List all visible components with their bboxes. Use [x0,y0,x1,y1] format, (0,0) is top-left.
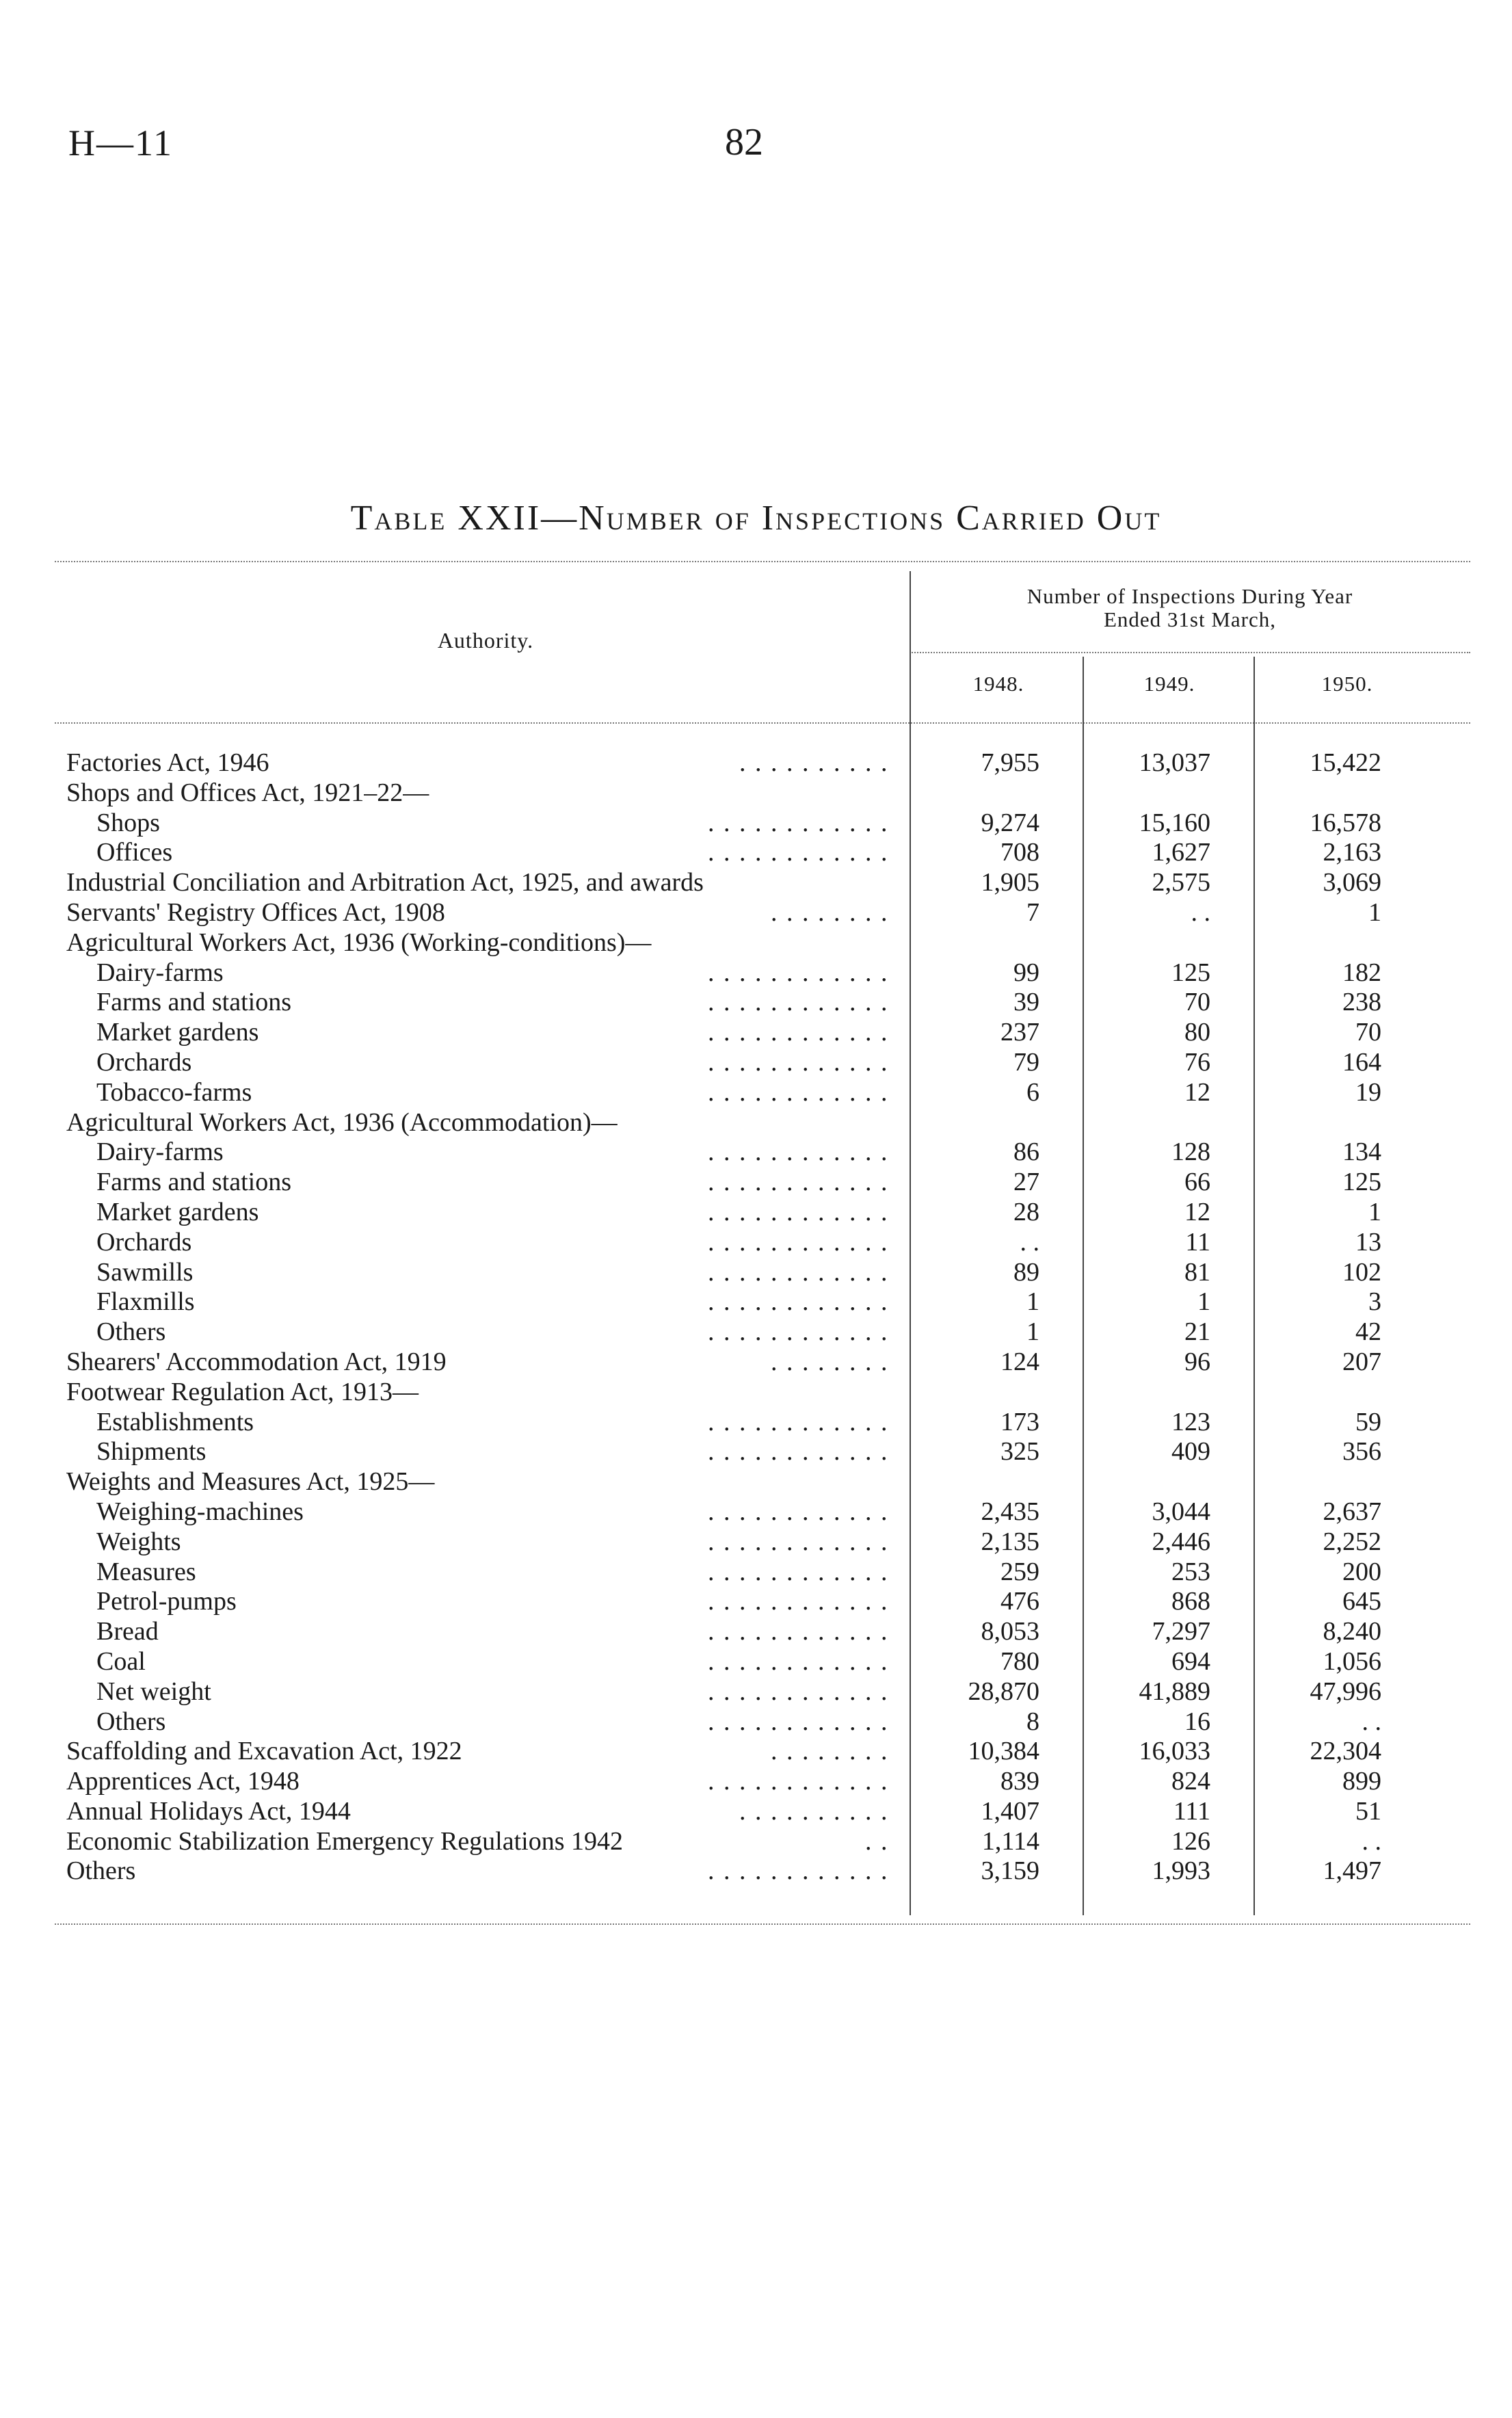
inspection-count-cell: 11 [1185,1227,1210,1257]
leader-dots: . . . . . . . . . . . . [708,1287,889,1317]
row-label: Shipments [96,1437,207,1467]
row-label: Apprentices Act, 1948 [66,1767,300,1796]
inspection-count-cell: 3,069 [1323,868,1381,897]
year-column-header: 1950. [1321,672,1373,696]
row-label: Industrial Conciliation and Arbitration Act, 1925, and awards [66,868,704,897]
row-label: Establishments [96,1407,254,1436]
leader-dots: . . . . . . . . . . . . [708,1557,889,1586]
inspection-count-cell: 47,996 [1310,1677,1381,1706]
inspection-count-cell: 868 [1171,1587,1210,1616]
table-row [0,868,1512,898]
inspection-count-cell: 1,497 [1323,1856,1381,1886]
inspection-count-cell: 173 [1000,1407,1039,1436]
leader-dots: . . . . . . . . . . [739,1796,889,1826]
row-label: Offices [96,838,173,867]
row-label: Shops and Offices Act, 1921–22— [66,778,429,807]
inspection-count-cell: 42 [1355,1317,1381,1347]
inspection-count-cell: 13 [1355,1227,1381,1257]
inspection-count-cell: 41,889 [1139,1677,1210,1706]
inspection-count-cell: 125 [1171,958,1210,987]
inspection-count-cell: 2,637 [1323,1497,1381,1526]
group-header-line: Number of Inspections During Year [1026,584,1353,608]
inspection-count-cell: 2,135 [981,1527,1039,1556]
row-label: Sawmills [96,1257,194,1287]
leader-dots: . . . . . . . . . . . . [708,1856,889,1886]
inspection-count-cell: 1,056 [1323,1646,1381,1676]
inspection-count-cell: 12 [1184,1077,1210,1107]
row-label: Footwear Regulation Act, 1913— [66,1377,419,1406]
inspection-count-cell: 356 [1342,1437,1381,1467]
leader-dots: . . . . . . . . . . . . [708,1018,889,1047]
row-label: Farms and stations [96,988,291,1017]
inspection-count-cell: 8,240 [1323,1617,1381,1646]
inspection-count-cell: . . [1362,1707,1381,1736]
leader-dots: . . . . . . . . . . . . [708,1197,889,1226]
row-label: Dairy-farms [96,1138,224,1167]
inspection-count-cell: 1 [1197,1287,1210,1317]
table-row [0,838,1512,868]
table-body [0,748,1512,1887]
row-label: Net weight [96,1677,211,1706]
leader-dots: . . . . . . . . . . [739,748,889,777]
inspection-count-cell: 99 [1013,958,1039,987]
row-label: Weights and Measures Act, 1925— [66,1467,435,1497]
leader-dots: . . . . . . . . . . . . [708,1317,889,1347]
leader-dots: . . . . . . . . . . . . [708,1527,889,1556]
row-label: Agricultural Workers Act, 1936 (Accommodation)— [66,1107,618,1137]
table-row [0,1677,1512,1707]
table-row [0,1048,1512,1078]
leader-dots: . . . . . . . . . . . . [708,1138,889,1167]
inspection-count-cell: 182 [1342,958,1381,987]
inspection-count-cell: 2,575 [1152,868,1210,897]
inspection-count-cell: 9,274 [981,808,1039,837]
inspection-count-cell: 51 [1355,1796,1381,1826]
page-reference: H—11 [68,122,173,163]
inspection-count-cell: 10,384 [968,1737,1039,1766]
table-row [0,1856,1512,1887]
row-label: Measures [96,1557,196,1586]
inspection-count-cell: 59 [1355,1407,1381,1436]
inspection-count-cell: 824 [1171,1767,1210,1796]
inspection-count-cell: 645 [1342,1587,1381,1616]
table-row [0,1797,1512,1827]
inspection-count-cell: 39 [1013,988,1039,1017]
inspection-count-cell: 476 [1000,1587,1039,1616]
inspection-count-cell: 28,870 [968,1677,1039,1706]
leader-dots: . . . . . . . . . . . . [708,988,889,1017]
inspection-count-cell: 12 [1184,1197,1210,1226]
inspection-count-cell: 81 [1184,1257,1210,1287]
row-label: Farms and stations [96,1168,291,1197]
table-row [0,1647,1512,1677]
inspection-count-cell: 207 [1342,1347,1381,1376]
table-row [0,1707,1512,1737]
row-label: Others [66,1856,136,1886]
table-row [0,1527,1512,1558]
leader-dots: . . . . . . . . . . . . [708,1047,889,1077]
leader-dots: . . [865,1826,889,1856]
inspection-count-cell: 70 [1184,988,1210,1017]
table-row [0,778,1512,809]
leader-dots: . . . . . . . . . . . . [708,1257,889,1287]
inspection-count-cell: 899 [1342,1767,1381,1796]
row-label: Servants' Registry Offices Act, 1908 [66,897,445,927]
inspection-count-cell: 259 [1000,1557,1039,1586]
leader-dots: . . . . . . . . [771,1347,889,1376]
row-label: Weighing-machines [96,1497,304,1526]
inspection-count-cell: 1 [1368,897,1381,927]
inspection-count-cell: 200 [1342,1557,1381,1586]
row-label: Shearers' Accommodation Act, 1919 [66,1347,447,1376]
inspection-count-cell: 66 [1184,1168,1210,1197]
table-row [0,1228,1512,1258]
table-row [0,1287,1512,1317]
inspection-count-cell: 28 [1013,1197,1039,1226]
inspection-count-cell: 8,053 [981,1617,1039,1646]
row-label: Orchards [96,1227,192,1257]
table-row [0,1018,1512,1048]
inspection-count-cell: 111 [1173,1796,1210,1826]
inspection-count-cell: 16,578 [1310,808,1381,837]
inspection-count-cell: 2,435 [981,1497,1039,1526]
table-row [0,1467,1512,1497]
row-label: Coal [96,1646,146,1676]
group-header-line: Ended 31st March, [1103,607,1277,631]
inspection-count-cell: 2,446 [1152,1527,1210,1556]
row-label: Dairy-farms [96,958,224,987]
table-row [0,1138,1512,1168]
table-row [0,928,1512,958]
inspection-count-cell: 164 [1342,1047,1381,1077]
inspection-count-cell: 839 [1000,1767,1039,1796]
table-row [0,1348,1512,1378]
table-row [0,1078,1512,1108]
leader-dots: . . . . . . . . . . . . [708,838,889,867]
inspection-count-cell: 694 [1171,1646,1210,1676]
table-row [0,1378,1512,1408]
inspection-count-cell: 1,627 [1152,838,1210,867]
group-heading-rule [910,652,1470,653]
table-row [0,1737,1512,1767]
inspection-count-cell: 22,304 [1310,1737,1381,1766]
row-label: Weights [96,1527,181,1556]
inspection-count-cell: 16 [1184,1707,1210,1736]
inspection-count-cell: 96 [1184,1347,1210,1376]
leader-dots: . . . . . . . . . . . . [708,808,889,837]
inspection-count-cell: 7 [1026,897,1039,927]
row-label: Annual Holidays Act, 1944 [66,1796,351,1826]
row-label: Others [96,1317,166,1347]
row-label: Others [96,1707,166,1736]
table-row [0,1437,1512,1467]
inspection-count-cell: 27 [1013,1168,1039,1197]
leader-dots: . . . . . . . . [771,897,889,927]
row-label: Shops [96,808,160,837]
inspection-count-cell: 15,422 [1310,748,1381,777]
inspection-count-cell: 409 [1171,1437,1210,1467]
inspection-count-cell: . . [1191,897,1210,927]
table-row [0,898,1512,928]
table-row [0,1408,1512,1438]
inspection-count-cell: 780 [1000,1646,1039,1676]
leader-dots: . . . . . . . . . . . . [708,1587,889,1616]
inspection-count-cell: 2,163 [1323,838,1381,867]
leader-dots: . . . . . . . . . . . . [708,1767,889,1796]
table-row [0,958,1512,988]
inspection-count-cell: 1,905 [981,868,1039,897]
leader-dots: . . . . . . . . . . . . [708,1227,889,1257]
inspection-count-cell: . . [1020,1227,1039,1257]
inspection-count-cell: 19 [1355,1077,1381,1107]
inspection-count-cell: 80 [1184,1018,1210,1047]
inspection-count-cell: 3 [1368,1287,1381,1317]
inspection-count-cell: 3,044 [1152,1497,1210,1526]
inspection-count-cell: 79 [1013,1047,1039,1077]
table-row [0,1558,1512,1588]
inspection-count-cell: 1 [1026,1317,1039,1347]
inspection-count-cell: 125 [1342,1168,1381,1197]
leader-dots: . . . . . . . . [771,1737,889,1766]
row-label: Petrol-pumps [96,1587,237,1616]
year-column-header: 1948. [972,672,1024,696]
inspection-count-cell: 1,993 [1152,1856,1210,1886]
inspection-count-cell: 86 [1013,1138,1039,1167]
table-row [0,1108,1512,1138]
inspection-count-cell: 89 [1013,1257,1039,1287]
leader-dots: . . . . . . . . . . . . [708,1707,889,1736]
row-label: Economic Stabilization Emergency Regulations 1942 [66,1826,624,1856]
inspection-count-cell: 8 [1026,1707,1039,1736]
row-label: Orchards [96,1047,192,1077]
table-row [0,1617,1512,1647]
inspection-count-cell: 134 [1342,1138,1381,1167]
inspection-count-cell: 123 [1171,1407,1210,1436]
table-row [0,1258,1512,1288]
row-label: Market gardens [96,1018,259,1047]
inspection-count-cell: 16,033 [1139,1737,1210,1766]
inspection-count-cell: 237 [1000,1018,1039,1047]
inspection-count-cell: 15,160 [1139,808,1210,837]
row-label: Tobacco-farms [96,1077,252,1107]
inspection-count-cell: 126 [1171,1826,1210,1856]
leader-dots: . . . . . . . . . . . . [708,1077,889,1107]
leader-dots: . . . . . . . . . . . . [708,1646,889,1676]
inspection-count-cell: 1,114 [981,1826,1039,1856]
table-row [0,1198,1512,1228]
table-row [0,809,1512,839]
leader-dots: . . . . . . . . . . . . [708,1407,889,1436]
inspection-count-cell: 70 [1355,1018,1381,1047]
page-number: 82 [725,121,763,163]
row-label: Market gardens [96,1197,259,1226]
authority-column-header: Authority. [437,628,534,653]
row-label: Flaxmills [96,1287,195,1317]
row-label: Agricultural Workers Act, 1936 (Working-conditions)— [66,928,652,957]
inspection-count-cell: 128 [1171,1138,1210,1167]
year-column-header: 1949. [1143,672,1195,696]
leader-dots: . . . . . . . . . . . . [708,958,889,987]
inspection-count-cell: 1 [1368,1197,1381,1226]
table-row [0,1827,1512,1857]
inspections-group-header [916,585,1463,631]
leader-dots: . . . . . . . . . . . . [708,1497,889,1526]
inspection-count-cell: 13,037 [1139,748,1210,777]
table-row [0,1767,1512,1797]
table-top-rule [55,561,1470,562]
inspection-count-cell: 1 [1026,1287,1039,1317]
inspection-count-cell: 6 [1026,1077,1039,1107]
table-row [0,988,1512,1018]
leader-dots: . . . . . . . . . . . . [708,1168,889,1197]
inspection-count-cell: 2,252 [1323,1527,1381,1556]
header-bottom-rule [55,722,1470,724]
inspection-count-cell: 238 [1342,988,1381,1017]
table-row [0,748,1512,778]
row-label: Factories Act, 1946 [66,748,269,777]
leader-dots: . . . . . . . . . . . . [708,1677,889,1706]
inspection-count-cell: 3,159 [981,1856,1039,1886]
inspection-count-cell: 7,955 [981,748,1039,777]
table-row [0,1168,1512,1198]
inspection-count-cell: 7,297 [1152,1617,1210,1646]
table-row [0,1317,1512,1348]
table-row [0,1497,1512,1527]
table-title: Table XXII—Number of Inspections Carried Out [350,499,1162,538]
inspection-count-cell: 124 [1000,1347,1039,1376]
inspection-count-cell: . . [1362,1826,1381,1856]
row-label: Bread [96,1617,159,1646]
leader-dots: . . . . . . . . . . . . [708,1437,889,1467]
inspection-count-cell: 1,407 [981,1796,1039,1826]
leader-dots: . . . . . . . . . . . . [708,1617,889,1646]
inspection-count-cell: 102 [1342,1257,1381,1287]
inspection-count-cell: 76 [1184,1047,1210,1077]
table-row [0,1587,1512,1617]
row-label: Scaffolding and Excavation Act, 1922 [66,1737,462,1766]
inspection-count-cell: 21 [1184,1317,1210,1347]
table-bottom-rule [55,1923,1470,1925]
inspection-count-cell: 253 [1171,1557,1210,1586]
inspection-count-cell: 708 [1000,838,1039,867]
inspection-count-cell: 325 [1000,1437,1039,1467]
